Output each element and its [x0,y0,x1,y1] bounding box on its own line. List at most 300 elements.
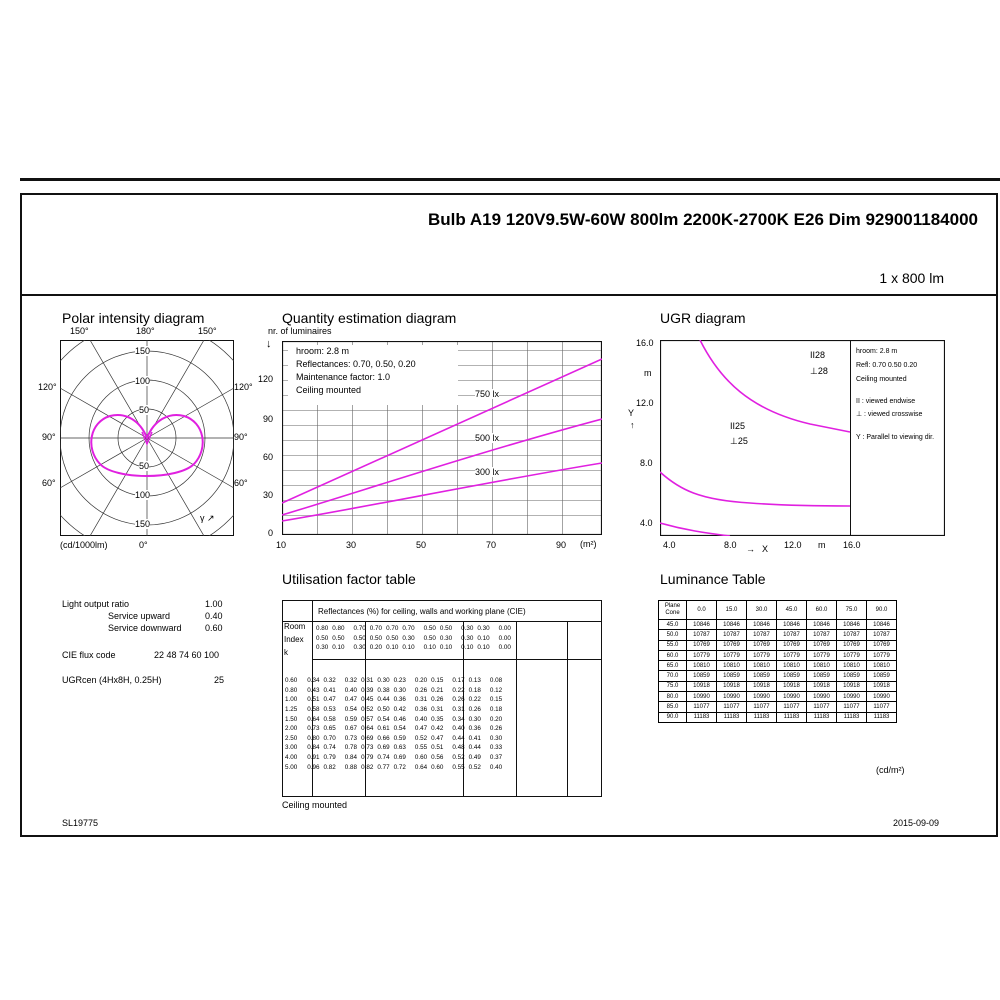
utilisation-value-cell: 0.17 [452,677,465,685]
quantity-chart [282,341,602,535]
utilisation-value-cell: 0.32 [323,677,336,685]
luminance-cone-cell: 70.0 [659,671,687,681]
reflectance-cell: 0.50 [386,634,399,642]
luminance-column-header: 45.0 [777,601,807,620]
polar-angle-right-60: 60° [234,478,248,488]
ugr-legend-mounting: Ceiling mounted [856,376,907,383]
utilisation-value-cell: 0.72 [393,763,406,771]
reflectance-cell: 0.30 [439,634,453,642]
utilisation-value-cell: 0.22 [452,686,465,694]
utilisation-value-cell: 0.18 [489,706,503,714]
polar-angle-left-60: 60° [42,478,56,488]
luminance-value-cell: 11077 [717,702,747,712]
luminance-value-cell: 10787 [837,630,867,640]
ugr-curve-crosswise [660,472,850,506]
utilisation-value-cell: 0.52 [468,763,481,771]
utilisation-row [283,695,504,705]
utilisation-group-rule [516,621,517,797]
reflectance-cell: 0.70 [402,625,415,633]
luminance-row [659,650,897,660]
reflectance-cell: 0.80 [332,625,345,633]
luminance-value-cell: 10810 [717,661,747,671]
ugr-label-endwise-28: II28 [810,350,826,360]
luminance-table [658,600,897,723]
polar-gamma-label: γ ↗ [200,513,215,523]
ugrcen-value: 25 [214,675,225,685]
utilisation-value-cell: 0.26 [489,725,503,733]
reflectance-row [314,624,513,634]
luminance-row [659,640,897,650]
reflectance-cell: 0.50 [439,625,453,633]
utilisation-value-cell: 0.55 [452,763,465,771]
polar-spoke [60,388,150,438]
service-upward-value: 0.40 [205,611,223,621]
utilisation-value-cell: 0.31 [361,677,374,685]
room-index-cell: 1.50 [285,715,298,723]
luminance-value-cell: 10990 [837,692,867,702]
utilisation-value-cell: 0.70 [323,734,336,742]
luminance-value-cell: 11183 [687,712,717,722]
ugr-ytick: 16.0 [636,338,654,348]
luminance-value-cell: 10918 [777,681,807,691]
utilisation-value-cell: 0.20 [414,677,428,685]
polar-radial-50-top: 50 [139,405,150,415]
luminance-value-cell: 10787 [807,630,837,640]
flux-label: 1 x 800 lm [879,270,944,286]
utilisation-value-cell: 0.26 [414,686,428,694]
quantity-info-maintenance: Maintenance factor: 1.0 [296,372,391,382]
utilisation-value-cell: 0.52 [414,734,428,742]
luminance-value-cell: 11077 [777,702,807,712]
quantity-ytick: 120 [258,374,274,384]
utilisation-value-cell: 0.35 [431,715,444,723]
luminance-value-cell: 10779 [807,650,837,660]
luminance-value-cell: 10779 [747,650,777,660]
ugr-ytick: 8.0 [640,458,653,468]
utilisation-value-cell: 0.18 [468,686,481,694]
luminance-value-cell: 10918 [687,681,717,691]
luminance-value-cell: 10769 [807,640,837,650]
quantity-xtick: 30 [346,540,357,550]
luminance-value-cell: 10990 [807,692,837,702]
service-downward-label: Service downward [108,623,182,633]
utilisation-value-cell: 0.73 [344,734,358,742]
polar-angle-top-left: 150° [70,326,89,336]
utilisation-value-cell: 0.63 [393,744,406,752]
utilisation-value-cell: 0.49 [468,754,481,762]
luminance-cone-cell: 75.0 [659,681,687,691]
quantity-info-hroom: hroom: 2.8 m [296,346,350,356]
ugr-x-axis: X [762,544,769,554]
ugr-y-axis: Y [628,408,635,418]
luminance-row [659,620,897,630]
quantity-ytick: 30 [263,490,274,500]
ugr-label-endwise-25: II25 [730,421,746,431]
polar-angle-right-120: 120° [234,382,253,392]
utilisation-value-cell: 0.74 [323,744,336,752]
luminance-value-cell: 10918 [867,681,897,691]
utilisation-value-cell: 0.78 [344,744,358,752]
luminance-column-header: 15.0 [717,601,747,620]
luminance-value-cell: 10779 [717,650,747,660]
utilisation-value-cell: 0.47 [414,725,428,733]
utilisation-value-cell: 0.36 [414,706,428,714]
luminance-column-header: 30.0 [747,601,777,620]
quantity-line-300 [282,463,602,521]
reflectance-cell: 0.30 [477,625,490,633]
utilisation-value-cell: 0.84 [307,744,320,752]
luminance-header-row [659,601,897,620]
reflectance-cell: 0.10 [423,644,436,652]
utilisation-value-cell: 0.43 [307,686,320,694]
reflectance-cell: 0.00 [498,644,511,652]
utilisation-value-cell: 0.33 [489,744,503,752]
polar-spoke [147,438,234,488]
luminance-value-cell: 10846 [837,620,867,630]
polar-angle-bottom: 0° [139,540,148,550]
luminance-value-cell: 10859 [747,671,777,681]
utilisation-value-cell: 0.32 [344,677,358,685]
utilisation-row [283,753,504,763]
luminance-value-cell: 10787 [867,630,897,640]
quantity-label-750: 750 lx [475,389,500,399]
ugr-xtick: 4.0 [663,540,676,550]
utilisation-value-cell: 0.54 [344,706,358,714]
utilisation-row [283,705,504,715]
luminance-value-cell: 10810 [867,661,897,671]
luminance-cone-cell: 80.0 [659,692,687,702]
reflectance-cell: 0.30 [353,644,366,652]
utilisation-row [283,714,504,724]
utilisation-value-cell: 0.66 [377,734,390,742]
room-index-cell: 5.00 [285,763,298,771]
ugr-xtick: 12.0 [784,540,802,550]
luminance-value-cell: 10769 [867,640,897,650]
luminance-column-header: 0.0 [687,601,717,620]
luminance-value-cell: 10846 [867,620,897,630]
utilisation-value-cell: 0.52 [452,754,465,762]
utilisation-value-cell: 0.41 [468,734,481,742]
utilisation-value-cell: 0.30 [393,686,406,694]
luminance-table-block [658,600,897,723]
luminance-column-header: 60.0 [807,601,837,620]
luminance-value-cell: 11183 [717,712,747,722]
header-divider [20,294,998,296]
luminance-row [659,671,897,681]
reflectance-cell: 0.80 [316,625,329,633]
luminance-corner-label: Cone [665,610,680,616]
reflectance-cell: 0.10 [402,644,415,652]
utilisation-value-cell: 0.60 [414,754,428,762]
utilisation-row [283,762,504,772]
luminance-value-cell: 10810 [777,661,807,671]
utilisation-value-cell: 0.40 [344,686,358,694]
reflectance-cell: 0.50 [353,634,366,642]
reflectance-row [314,643,513,653]
utilisation-value-cell: 0.79 [323,754,336,762]
utilisation-value-cell: 0.30 [468,715,481,723]
room-index-cell: 1.00 [285,696,298,704]
reflectance-row [314,634,513,644]
luminance-column-header: 75.0 [837,601,867,620]
utilisation-value-cell: 0.08 [489,677,503,685]
utilisation-value-cell: 0.44 [452,734,465,742]
polar-angle-top-right: 150° [198,326,217,336]
utilisation-value-cell: 0.82 [323,763,336,771]
utilisation-reflectance-table [314,624,513,653]
utilisation-value-cell: 0.69 [361,734,374,742]
quantity-y-arrow: ↓ [266,338,272,350]
sheet-code: SL19775 [62,818,99,828]
utilisation-value-cell: 0.26 [468,706,481,714]
light-output-ratio-value: 1.00 [205,599,223,609]
utilisation-value-cell: 0.80 [307,734,320,742]
luminance-corner-label: Plane [664,603,681,609]
reflectance-cell: 0.70 [386,625,399,633]
ugr-legend-crosswise: ⊥ : viewed crosswise [856,411,923,418]
luminance-value-cell: 11183 [777,712,807,722]
utilisation-value-cell: 0.53 [323,706,336,714]
reflectance-cell: 0.10 [461,644,474,652]
luminance-value-cell: 10810 [807,661,837,671]
ugr-ytick: 12.0 [636,398,654,408]
luminance-value-cell: 11183 [837,712,867,722]
ugr-x-arrow: → [746,544,755,554]
utilisation-value-cell: 0.74 [377,754,390,762]
luminance-cone-cell: 45.0 [659,620,687,630]
luminance-value-cell: 10859 [717,671,747,681]
quantity-info-mounting: Ceiling mounted [296,385,362,395]
luminance-value-cell: 10990 [687,692,717,702]
polar-angle-left-90: 90° [42,432,56,442]
utilisation-value-cell: 0.64 [307,715,320,723]
utilisation-value-cell: 0.55 [414,744,428,752]
luminance-value-cell: 10769 [777,640,807,650]
room-index-cell: 3.00 [285,744,298,752]
luminance-value-cell: 10990 [717,692,747,702]
utilisation-value-cell: 0.36 [468,725,481,733]
luminance-cone-cell: 90.0 [659,712,687,722]
utilisation-value-cell: 0.37 [489,754,503,762]
luminance-value-cell: 11183 [747,712,777,722]
luminance-value-cell: 10846 [717,620,747,630]
reflectance-cell: 0.10 [332,644,345,652]
polar-radial-150-bottom: 150 [135,519,151,529]
luminance-value-cell: 11077 [747,702,777,712]
luminance-value-cell: 10787 [687,630,717,640]
polar-radial-50-bottom: 50 [139,461,150,471]
utilisation-value-cell: 0.88 [344,763,358,771]
utilisation-value-cell: 0.51 [307,696,320,704]
reflectance-cell: 0.70 [353,625,366,633]
utilisation-value-cell: 0.58 [323,715,336,723]
luminance-cone-cell: 65.0 [659,661,687,671]
utilisation-value-cell: 0.64 [361,725,374,733]
reflectance-cell: 0.30 [461,625,474,633]
polar-unit: (cd/1000lm) [60,540,108,550]
utilisation-value-cell: 0.40 [489,763,503,771]
reflectance-cell: 0.50 [423,625,436,633]
utilisation-values-table [283,676,504,772]
ugr-curve-endwise [700,340,850,432]
room-index-cell: 2.50 [285,734,298,742]
luminance-row [659,712,897,722]
service-downward-value: 0.60 [205,623,223,633]
luminance-value-cell: 10810 [747,661,777,671]
luminance-value-cell: 10787 [717,630,747,640]
polar-radial-100-bottom: 100 [135,490,151,500]
utilisation-value-cell: 0.13 [468,677,481,685]
luminance-value-cell: 10859 [807,671,837,681]
utilisation-value-cell: 0.40 [452,725,465,733]
utilisation-value-cell: 0.23 [393,677,406,685]
quantity-info-reflectances: Reflectances: 0.70, 0.50, 0.20 [296,359,416,369]
utilisation-value-cell: 0.26 [431,696,444,704]
luminance-row [659,681,897,691]
utilisation-row [283,734,504,744]
reflectance-cell: 0.50 [423,634,436,642]
utilisation-row [283,676,504,686]
utilisation-value-cell: 0.91 [307,754,320,762]
polar-angle-top-center: 180° [136,326,155,336]
reflectance-cell: 0.10 [477,644,490,652]
utilisation-value-cell: 0.69 [393,754,406,762]
utilisation-value-cell: 0.15 [489,696,503,704]
polar-radial-150-top: 150 [135,346,151,356]
utilisation-value-cell: 0.77 [377,763,390,771]
ugr-ytick: 4.0 [640,518,653,528]
quantity-label-500: 500 lx [475,433,500,443]
room-index-cell: 2.00 [285,725,298,733]
top-rule [20,178,1000,181]
quantity-ylabel: nr. of luminaires [268,326,332,336]
utilisation-value-cell: 0.96 [307,763,320,771]
quantity-x-unit: (m²) [580,539,597,549]
ugr-legend-parallel: Y : Parallel to viewing dir. [856,434,935,441]
luminance-unit: (cd/m²) [876,765,905,775]
utilisation-value-cell: 0.47 [323,696,336,704]
utilisation-value-cell: 0.41 [323,686,336,694]
polar-diagram [60,340,234,536]
utilisation-value-cell: 0.59 [344,715,358,723]
utilisation-value-cell: 0.42 [431,725,444,733]
luminance-value-cell: 10779 [837,650,867,660]
luminance-value-cell: 11077 [837,702,867,712]
luminance-value-cell: 10787 [777,630,807,640]
utilisation-value-cell: 0.73 [307,725,320,733]
luminance-value-cell: 10859 [837,671,867,681]
luminance-value-cell: 10769 [687,640,717,650]
reflectance-cell: 0.50 [369,634,383,642]
utilisation-value-cell: 0.30 [377,677,390,685]
ugrcen-label: UGRcen (4Hx8H, 0.25H) [62,675,162,685]
polar-title: Polar intensity diagram [62,310,205,326]
luminance-corner-cell [659,601,687,620]
utilisation-value-cell: 0.73 [361,744,374,752]
utilisation-value-cell: 0.60 [431,763,444,771]
utilisation-value-cell: 0.34 [307,677,320,685]
service-upward-label: Service upward [108,611,171,621]
utilisation-value-cell: 0.20 [489,715,503,723]
utilisation-group-rule [567,621,568,797]
luminance-value-cell: 10846 [687,620,717,630]
utilisation-value-cell: 0.45 [361,696,374,704]
ugr-x-unit: m [818,540,826,550]
luminance-value-cell: 10918 [747,681,777,691]
utilisation-value-cell: 0.59 [393,734,406,742]
luminance-value-cell: 10846 [747,620,777,630]
utilisation-value-cell: 0.54 [377,715,390,723]
utilisation-title: Utilisation factor table [282,571,416,587]
luminance-value-cell: 11077 [807,702,837,712]
utilisation-header-rule [282,621,602,622]
utilisation-value-cell: 0.39 [361,686,374,694]
luminance-cone-cell: 55.0 [659,640,687,650]
utilisation-value-cell: 0.61 [377,725,390,733]
utilisation-header: Reflectances (%) for ceiling, walls and working plane (CIE) [318,607,526,616]
reflectance-cell: 0.10 [439,644,453,652]
utilisation-value-cell: 0.67 [344,725,358,733]
luminance-value-cell: 10787 [747,630,777,640]
utilisation-reflectance-block [314,624,513,653]
utilisation-value-cell: 0.21 [431,686,444,694]
room-index-cell: 4.00 [285,754,298,762]
utilisation-value-cell: 0.36 [393,696,406,704]
utilisation-value-cell: 0.26 [452,696,465,704]
luminance-value-cell: 10918 [717,681,747,691]
utilisation-value-cell: 0.30 [489,734,503,742]
utilisation-value-cell: 0.54 [393,725,406,733]
ugr-y-arrow: ↑ [630,420,635,430]
luminance-value-cell: 10769 [747,640,777,650]
utilisation-value-cell: 0.40 [414,715,428,723]
luminance-value-cell: 10779 [687,650,717,660]
cie-flux-code-value: 22 48 74 60 100 [154,650,220,660]
luminance-value-cell: 10859 [867,671,897,681]
utilisation-value-cell: 0.48 [452,744,465,752]
reflectance-cell: 0.10 [386,644,399,652]
ugr-legend-endwise: II : viewed endwise [856,398,916,405]
ugr-label-crosswise-28: ⊥28 [810,366,828,376]
luminance-value-cell: 10990 [867,692,897,702]
quantity-xtick: 90 [556,540,567,550]
polar-radial-100-top: 100 [135,376,151,386]
utilisation-value-cell: 0.52 [361,706,374,714]
utilisation-refl-rule [312,659,602,660]
utilisation-index-label: Index [284,635,304,644]
reflectance-cell: 0.20 [369,644,383,652]
utilisation-value-cell: 0.12 [489,686,503,694]
sheet-date: 2015-09-09 [893,818,940,828]
utilisation-value-cell: 0.64 [414,763,428,771]
luminance-value-cell: 10918 [807,681,837,691]
luminance-value-cell: 11183 [867,712,897,722]
utilisation-row [283,724,504,734]
reflectance-cell: 0.30 [316,644,329,652]
utilisation-value-cell: 0.44 [377,696,390,704]
ugr-curve-corner [660,523,730,536]
luminance-value-cell: 11077 [867,702,897,712]
quantity-xtick: 10 [276,540,287,550]
luminance-value-cell: 10810 [687,661,717,671]
luminance-value-cell: 10846 [777,620,807,630]
utilisation-value-cell: 0.51 [431,744,444,752]
utilisation-value-cell: 0.69 [377,744,390,752]
luminance-value-cell: 10810 [837,661,867,671]
quantity-label-300: 300 lx [475,467,500,477]
utilisation-value-cell: 0.22 [468,696,481,704]
utilisation-value-cell: 0.57 [361,715,374,723]
